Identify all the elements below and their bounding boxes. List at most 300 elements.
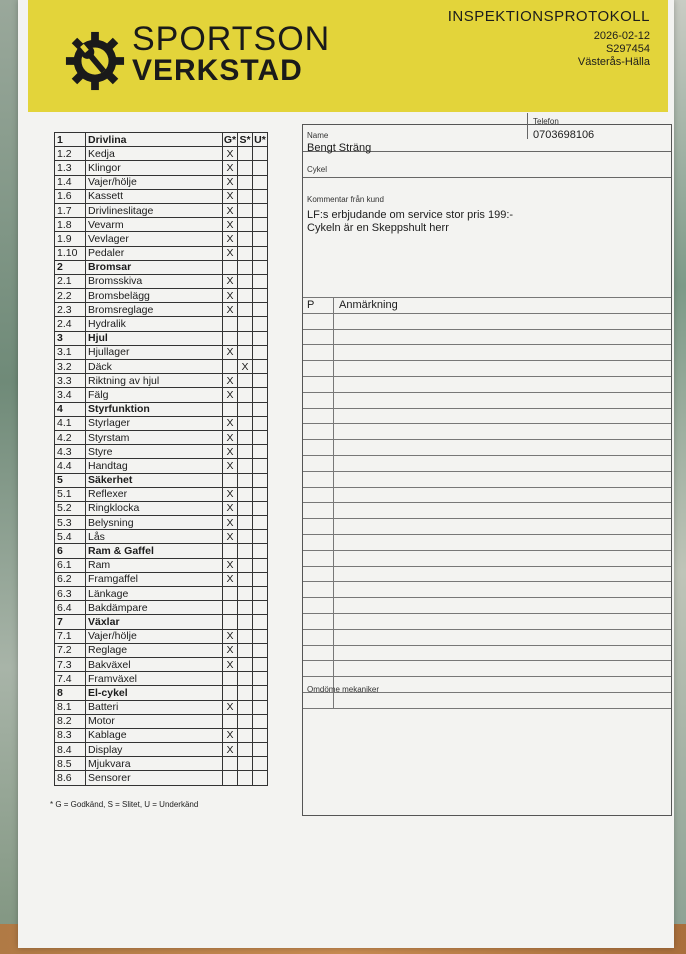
remarks-row (303, 314, 671, 330)
item-label: Styre (86, 445, 223, 459)
item-label: Batteri (86, 700, 223, 714)
remarks-row (303, 614, 671, 630)
remarks-header (303, 297, 671, 314)
item-number: 4 (55, 402, 86, 416)
mark-u (253, 771, 268, 785)
mark-s (238, 246, 253, 260)
gear-wrench-logo-icon (64, 30, 126, 92)
item-label: Handtag (86, 459, 223, 473)
item-number: 7.4 (55, 672, 86, 686)
protocol-sheet (18, 0, 674, 948)
mark-g: X (223, 189, 238, 203)
mark-g: X (223, 643, 238, 657)
checklist-row (55, 274, 268, 288)
checklist-row (55, 430, 268, 444)
mark-s (238, 714, 253, 728)
mark-s (238, 289, 253, 303)
remarks-row (303, 456, 671, 472)
remarks-row (303, 567, 671, 583)
mark-s (238, 657, 253, 671)
item-label: Vajer/hölje (86, 175, 223, 189)
mark-s (238, 175, 253, 189)
mark-g (223, 672, 238, 686)
item-number: 8.6 (55, 771, 86, 785)
mark-s (238, 274, 253, 288)
mark-u (253, 657, 268, 671)
remarks-row (303, 424, 671, 440)
item-number: 5.3 (55, 516, 86, 530)
item-number: 8.4 (55, 743, 86, 757)
item-number: 1.3 (55, 161, 86, 175)
checklist-row (55, 445, 268, 459)
mark-u (253, 743, 268, 757)
item-label: Hjul (86, 331, 223, 345)
item-number: 6.4 (55, 601, 86, 615)
mark-g: X (223, 147, 238, 161)
inspection-checklist (54, 132, 268, 786)
remarks-row (303, 582, 671, 598)
mark-s (238, 189, 253, 203)
remarks-row (303, 503, 671, 519)
brand-name-line2: VERKSTAD (132, 54, 303, 87)
item-number: 3.4 (55, 388, 86, 402)
mark-g: X (223, 416, 238, 430)
item-number: 6.2 (55, 572, 86, 586)
mark-u (253, 317, 268, 331)
comment-line-2: Cykeln är en Skeppshult herr (307, 222, 449, 234)
mark-g (223, 771, 238, 785)
mark-s (238, 430, 253, 444)
mark-s (238, 572, 253, 586)
item-label: Säkerhet (86, 473, 223, 487)
mark-u (253, 487, 268, 501)
mark-u (253, 516, 268, 530)
item-number: 2.3 (55, 303, 86, 317)
checklist-row (55, 303, 268, 317)
item-label: Klingor (86, 161, 223, 175)
checklist-section-row (55, 686, 268, 700)
mark-u (253, 572, 268, 586)
checklist-row (55, 587, 268, 601)
mark-s (238, 445, 253, 459)
item-number: 8 (55, 686, 86, 700)
remarks-row (303, 440, 671, 456)
item-label: Styrstam (86, 430, 223, 444)
comment-label: Kommentar från kund (307, 195, 384, 204)
item-number: 1.2 (55, 147, 86, 161)
mark-g: X (223, 246, 238, 260)
mark-g: X (223, 345, 238, 359)
item-label: Ram & Gaffel (86, 544, 223, 558)
mark-s (238, 643, 253, 657)
header-banner (28, 0, 668, 112)
item-label: Styrfunktion (86, 402, 223, 416)
item-label: Fälg (86, 388, 223, 402)
item-label: Växlar (86, 615, 223, 629)
checklist-row (55, 189, 268, 203)
checklist-row (55, 629, 268, 643)
mark-s (238, 161, 253, 175)
remarks-row (303, 345, 671, 361)
item-number: 2.4 (55, 317, 86, 331)
checklist-section-row (55, 615, 268, 629)
item-number: 2.2 (55, 289, 86, 303)
mark-u (253, 260, 268, 274)
mark-s (238, 487, 253, 501)
item-number: 3 (55, 331, 86, 345)
mark-s (238, 501, 253, 515)
mark-g (223, 686, 238, 700)
name-value: Bengt Sträng (307, 142, 372, 154)
checklist-section-row (55, 331, 268, 345)
mark-s (238, 587, 253, 601)
mark-u (253, 473, 268, 487)
checklist-row (55, 572, 268, 586)
checklist-row (55, 643, 268, 657)
mark-g (223, 544, 238, 558)
document-date: 2026-02-12 (593, 30, 650, 42)
item-label: Ram (86, 558, 223, 572)
item-number: 6 (55, 544, 86, 558)
mark-g: X (223, 232, 238, 246)
checklist-row (55, 728, 268, 742)
checklist-row (55, 700, 268, 714)
item-number: 3.2 (55, 360, 86, 374)
checklist-row (55, 147, 268, 161)
mark-g: X (223, 388, 238, 402)
item-label: Mjukvara (86, 757, 223, 771)
item-number: 1.8 (55, 218, 86, 232)
mark-g (223, 473, 238, 487)
item-label: Bromsar (86, 260, 223, 274)
item-label: Bakdämpare (86, 601, 223, 615)
mark-u (253, 430, 268, 444)
checklist-row (55, 516, 268, 530)
remarks-row (303, 472, 671, 488)
mark-g: X (223, 572, 238, 586)
item-label: Länkage (86, 587, 223, 601)
remarks-row (303, 551, 671, 567)
checklist-row (55, 459, 268, 473)
mark-s (238, 147, 253, 161)
mark-u (253, 714, 268, 728)
item-label: Hjullager (86, 345, 223, 359)
item-number: 3.1 (55, 345, 86, 359)
mark-s (238, 402, 253, 416)
mark-u (253, 147, 268, 161)
mark-g: X (223, 161, 238, 175)
mark-u (253, 459, 268, 473)
mark-u: U* (254, 133, 266, 146)
checklist-row (55, 232, 268, 246)
mark-g (223, 331, 238, 345)
phone-value: 0703698106 (533, 129, 595, 141)
checklist-row (55, 317, 268, 331)
mark-g (223, 402, 238, 416)
mark-u (253, 303, 268, 317)
remarks-col-label: Anmärkning (339, 299, 398, 311)
mark-u (253, 700, 268, 714)
item-label: Display (86, 743, 223, 757)
checklist-row (55, 416, 268, 430)
mark-u (253, 643, 268, 657)
checklist-row (55, 743, 268, 757)
mark-s (238, 203, 253, 217)
customer-form (302, 117, 672, 816)
comment-line-1: LF:s erbjudande om service stor pris 199:- (307, 209, 514, 221)
mark-u (253, 374, 268, 388)
item-number: 1 (55, 133, 86, 147)
checklist-row (55, 345, 268, 359)
checklist-row (55, 175, 268, 189)
item-number: 1.9 (55, 232, 86, 246)
mark-g (223, 260, 238, 274)
mark-g: X (223, 218, 238, 232)
item-label: Kassett (86, 189, 223, 203)
remarks-row (303, 661, 671, 677)
mark-g (223, 601, 238, 615)
brand-name-line1: SPORTSON (132, 20, 331, 58)
mark-u (253, 530, 268, 544)
item-label: Riktning av hjul (86, 374, 223, 388)
item-label: Reglage (86, 643, 223, 657)
mark-u (253, 587, 268, 601)
item-number: 5.4 (55, 530, 86, 544)
checklist-row (55, 657, 268, 671)
remarks-table (303, 297, 671, 709)
item-label: Bromsskiva (86, 274, 223, 288)
checklist-section-row (55, 402, 268, 416)
remarks-row (303, 630, 671, 646)
item-label: Kablage (86, 728, 223, 742)
mark-u (253, 501, 268, 515)
checklist-row (55, 714, 268, 728)
remarks-row (303, 409, 671, 425)
mark-g: X (223, 657, 238, 671)
checklist-section-row (55, 133, 268, 147)
mark-u (253, 331, 268, 345)
mark-g: X (223, 530, 238, 544)
item-number: 8.3 (55, 728, 86, 742)
mark-s (238, 303, 253, 317)
mark-g: X (223, 700, 238, 714)
mark-s (238, 232, 253, 246)
checklist-row (55, 487, 268, 501)
item-label: El-cykel (86, 686, 223, 700)
mark-u (253, 289, 268, 303)
item-label: Styrlager (86, 416, 223, 430)
mark-u (253, 232, 268, 246)
mark-s (238, 345, 253, 359)
checklist-row (55, 374, 268, 388)
mark-s (238, 317, 253, 331)
item-number: 4.4 (55, 459, 86, 473)
store-location: Västerås-Hälla (577, 56, 650, 68)
mark-s (238, 416, 253, 430)
checklist-section-row (55, 473, 268, 487)
item-number: 6.1 (55, 558, 86, 572)
item-number: 7.3 (55, 657, 86, 671)
item-number: 1.7 (55, 203, 86, 217)
item-label: Hydralik (86, 317, 223, 331)
mark-g: X (223, 274, 238, 288)
checklist-row (55, 203, 268, 217)
mark-s (238, 757, 253, 771)
item-label: Däck (86, 360, 223, 374)
bike-label: Cykel (307, 165, 328, 174)
item-label: Motor (86, 714, 223, 728)
mark-u (253, 445, 268, 459)
mark-g: X (223, 445, 238, 459)
mark-u (253, 203, 268, 217)
mark-g: G* (223, 133, 237, 146)
item-label: Bakväxel (86, 657, 223, 671)
mark-u (253, 189, 268, 203)
mark-g: X (223, 203, 238, 217)
checklist-section-row (55, 544, 268, 558)
checklist-row (55, 771, 268, 785)
item-number: 8.2 (55, 714, 86, 728)
mark-g: X (223, 374, 238, 388)
mark-g: X (223, 743, 238, 757)
item-label: Drivlina (86, 133, 223, 147)
checklist-row (55, 672, 268, 686)
mark-g (223, 714, 238, 728)
order-number: S297454 (605, 43, 650, 55)
item-number: 1.6 (55, 189, 86, 203)
mark-u (253, 416, 268, 430)
mark-u (253, 218, 268, 232)
checklist-row (55, 246, 268, 260)
item-number: 7.2 (55, 643, 86, 657)
mark-u (253, 728, 268, 742)
mark-g: X (223, 629, 238, 643)
remarks-row (303, 377, 671, 393)
mark-u (253, 672, 268, 686)
remarks-row (303, 361, 671, 377)
divider (527, 113, 528, 139)
item-number: 6.3 (55, 587, 86, 601)
checklist-row (55, 501, 268, 515)
mark-s (238, 473, 253, 487)
item-label: Bromsbelägg (86, 289, 223, 303)
item-label: Framväxel (86, 672, 223, 686)
item-label: Framgaffel (86, 572, 223, 586)
mark-u (253, 161, 268, 175)
checklist-row (55, 161, 268, 175)
mark-g: X (223, 501, 238, 515)
item-number: 5 (55, 473, 86, 487)
mark-u (253, 246, 268, 260)
item-number: 8.5 (55, 757, 86, 771)
checklist-row (55, 289, 268, 303)
mark-u (253, 544, 268, 558)
checklist-row (55, 530, 268, 544)
name-label: Name (307, 131, 329, 140)
mark-g: X (223, 175, 238, 189)
item-number: 8.1 (55, 700, 86, 714)
mark-g (223, 587, 238, 601)
item-label: Lås (86, 530, 223, 544)
item-label: Vevarm (86, 218, 223, 232)
mark-s (238, 700, 253, 714)
mark-u (253, 686, 268, 700)
checklist-row (55, 558, 268, 572)
mark-s (238, 544, 253, 558)
mark-u (253, 629, 268, 643)
item-number: 2.1 (55, 274, 86, 288)
remarks-row (303, 488, 671, 504)
legend-footnote: * G = Godkänd, S = Slitet, U = Underkänd (50, 800, 199, 809)
mark-s (238, 530, 253, 544)
item-label: Vajer/hölje (86, 629, 223, 643)
mark-g (223, 757, 238, 771)
mark-s (238, 260, 253, 274)
mark-s (238, 459, 253, 473)
mark-u (253, 601, 268, 615)
item-number: 4.2 (55, 430, 86, 444)
item-number: 1.10 (55, 246, 86, 260)
mark-s (238, 331, 253, 345)
mark-g: X (223, 459, 238, 473)
mark-g: X (223, 303, 238, 317)
remarks-row (303, 598, 671, 614)
mark-u (253, 615, 268, 629)
item-label: Ringklocka (86, 501, 223, 515)
item-number: 2 (55, 260, 86, 274)
mark-s (238, 743, 253, 757)
mark-g: X (223, 487, 238, 501)
item-number: 4.3 (55, 445, 86, 459)
mark-s (238, 601, 253, 615)
mark-s: S* (239, 133, 251, 146)
item-label: Kedja (86, 147, 223, 161)
mark-g: X (223, 289, 238, 303)
mark-g (223, 360, 238, 374)
remarks-row (303, 535, 671, 551)
remarks-col-p: P (307, 299, 315, 311)
mark-s (238, 686, 253, 700)
checklist-row (55, 757, 268, 771)
remarks-row (303, 646, 671, 662)
item-number: 5.1 (55, 487, 86, 501)
mark-s (238, 771, 253, 785)
mark-g (223, 317, 238, 331)
divider (303, 177, 671, 178)
item-label: Sensorer (86, 771, 223, 785)
mark-u (253, 274, 268, 288)
mark-g: X (223, 728, 238, 742)
mark-s (238, 388, 253, 402)
remarks-row (303, 519, 671, 535)
mark-s (238, 516, 253, 530)
item-label: Bromsreglage (86, 303, 223, 317)
mark-g: X (223, 430, 238, 444)
checklist-row (55, 601, 268, 615)
remarks-row (303, 393, 671, 409)
phone-label: Telefon (533, 117, 559, 126)
mark-u (253, 757, 268, 771)
checklist-section-row (55, 260, 268, 274)
checklist-row (55, 360, 268, 374)
remarks-row (303, 693, 671, 709)
item-label: Reflexer (86, 487, 223, 501)
mechanic-label: Omdöme mekaniker (307, 685, 380, 694)
mark-u (253, 175, 268, 189)
checklist-row (55, 388, 268, 402)
remarks-row (303, 330, 671, 346)
mark-s (238, 558, 253, 572)
